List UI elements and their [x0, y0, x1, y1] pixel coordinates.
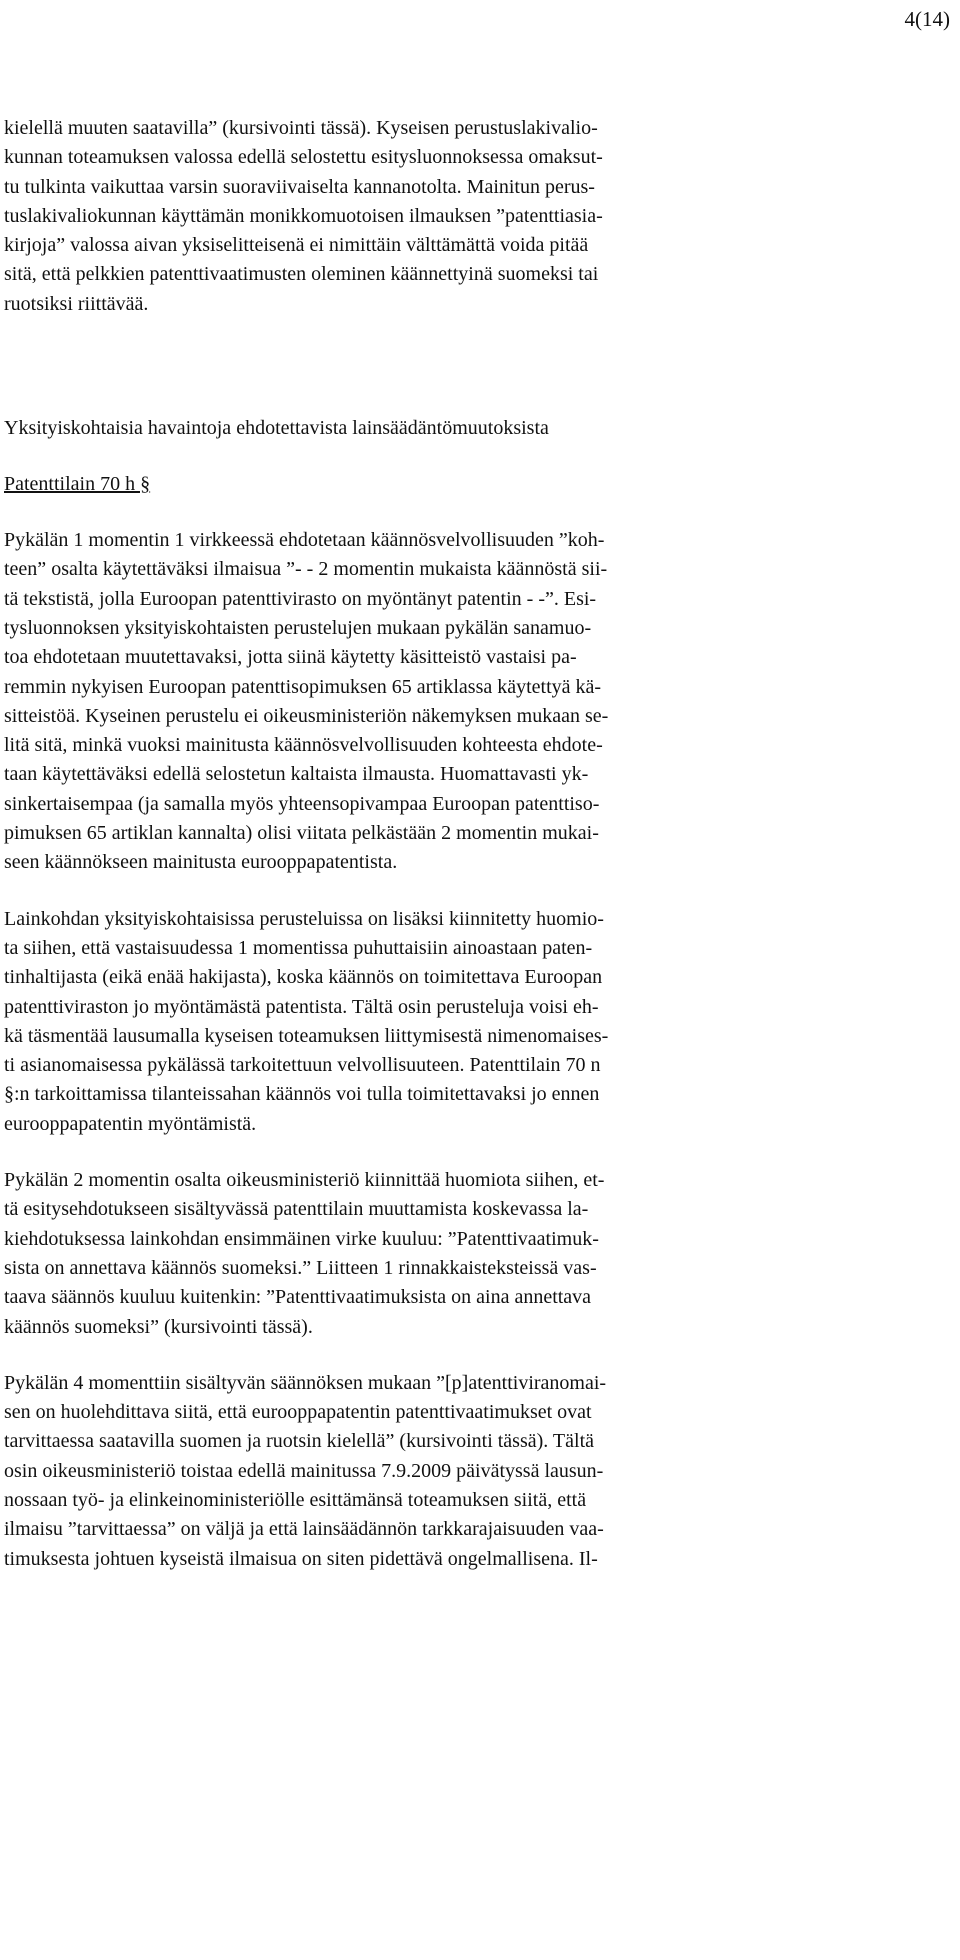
section-heading: Yksityiskohtaisia havaintoja ehdotettavista lainsäädäntömuutoksista [4, 417, 549, 440]
page-number: 4(14) [904, 7, 950, 31]
section-subheading: Patenttilain 70 h § [4, 473, 151, 496]
paragraph-section-2: Pykälän 2 momentin osalta oikeusministeriö kiinnittää huomiota siihen, et- tä esitysehdotukseen sisältyvässä patenttilain muuttamista koskevassa la- kiehdotuksessa lainkohdan ensimmäinen virke kuuluu: ”Patenttivaatimuk- sista on annettava käännös suomeksi.” Liitteen 1 rinnakkaisteksteissä vas- taava säännös kuuluu kuitenkin: ”Patenttivaatimuksista on aina annettava käännös suomeksi” (kursivointi tässä). [4, 1169, 605, 1338]
paragraph-constitutional-committee: kielellä muuten saatavilla” (kursivointi tässä). Kyseisen perustuslakivalio- kunnan toteamuksen valossa edellä selostettu esitysluonnoksessa omaksut- tu tulkinta vaikuttaa varsin suoraviivaiselta kannanotolta. Mainitun perus- tuslakivaliokunnan käyttämän monikkomuotoisen ilmauksen ”patenttiasia- kirjoja” valossa aivan yksiselitteisenä ei nimittäin välttämättä voida pitää sitä, että pelkkien patenttivaatimusten oleminen käännettyinä suomeksi tai ruotsiksi riittävää. [4, 117, 603, 315]
paragraph-justifications: Lainkohdan yksityiskohtaisissa perusteluissa on lisäksi kiinnitetty huomio- ta siihen, että vastaisuudessa 1 momentissa puhuttaisiin ainoastaan paten- tinhaltijasta (eikä enää hakijasta), koska käännös on toimitettava Euroopan patenttiviraston jo myöntämästä patentista. Tältä osin perusteluja voisi eh- kä täsmentää lausumalla kyseisen toteamuksen liittymisestä nimenomaises- ti asianomaisessa pykälässä tarkoitettuun velvollisuuteen. Patenttilain 70 n §:n tarkoittamissa tilanteissahan käännös voi tulla toimitettavaksi jo ennen eurooppapatentin myöntämistä. [4, 907, 609, 1135]
document-body [4, 114, 756, 1574]
paragraph-section-1: Pykälän 1 momentin 1 virkkeessä ehdotetaan käännösvelvollisuuden ”koh- teen” osalta käytettäväksi ilmaisua ”- - 2 momentin mukaista käännöstä sii- tä tekstistä, jolla Euroopan patenttivirasto on myöntänyt patentin - -”. Esi- tysluonnoksen yksityiskohtaisten perustelujen mukaan pykälän sanamuo- toa ehdotetaan muutettavaksi, jotta siinä käytetty käsitteistö vastaisi pa- remmin nykyisen Euroopan patenttisopimuksen 65 artiklassa käytettyä kä- sitteistöä. Kyseinen perustelu ei oikeusministeriön näkemyksen mukaan se- litä sitä, minkä vuoksi mainitusta käännösvelvollisuuden kohteesta ehdote- taan käytettäväksi edellä selostetun kaltaista ilmausta. Huomattavasti yk- sinkertaisempaa (ja samalla myös yhteensopivampaa Euroopan patenttiso- pimuksen 65 artiklan kannalta) olisi viitata pelkästään 2 momentin mukai- seen käännökseen mainitusta eurooppapatentista. [4, 529, 609, 874]
paragraph-section-4: Pykälän 4 momenttiin sisältyvän säännöksen mukaan ”[p]atenttiviranomai- sen on huolehdittava siitä, että eurooppapatentin patenttivaatimukset ovat tarvittaessa saatavilla suomen ja ruotsin kielellä” (kursivointi tässä). Tältä osin oikeusministeriö toistaa edellä mainitussa 7.9.2009 päivätyssä lausun- nossaan työ- ja elinkeinoministeriölle esittämänsä toteamuksen siitä, että ilmaisu ”tarvittaessa” on väljä ja että lainsäädännön tarkkarajaisuuden vaa- timuksesta johtuen kyseistä ilmaisua on siten pidettävä ongelmallisena. Il- [4, 1371, 607, 1570]
